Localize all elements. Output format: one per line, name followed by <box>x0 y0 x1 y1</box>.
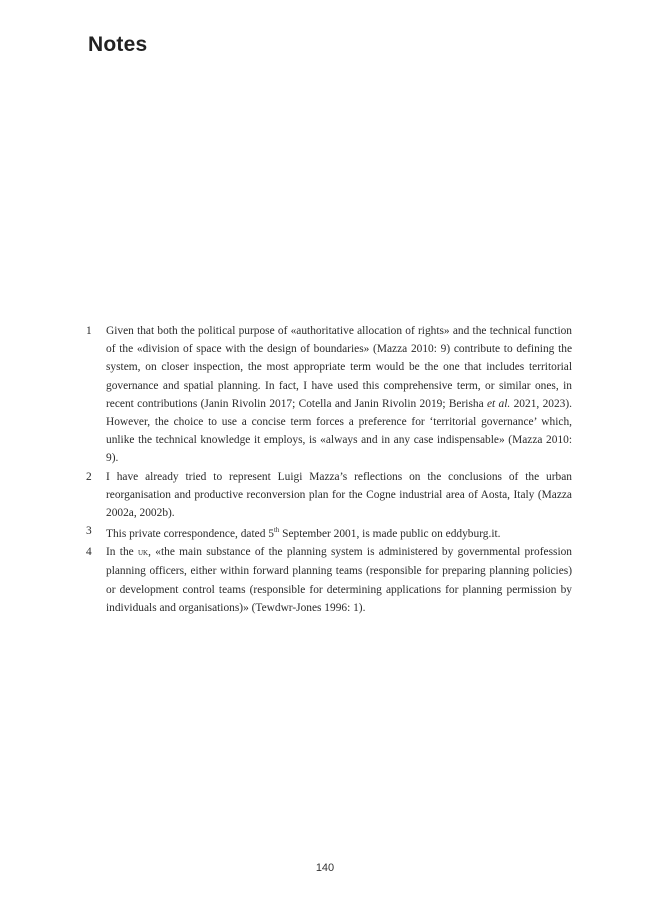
footnote-text-part: This private correspondence, dated 5 <box>106 528 274 541</box>
footnote <box>86 468 572 523</box>
footnote-text-part: uk <box>138 547 149 559</box>
footnote-text-part: Given that both the political purpose of «authoritative allocation of rights» and the technical function of the «division of space with the design of boundaries» (Mazza 2010: 9) contribute to defining the system, on closer inspection, the most appropriate term would be the one that includes territorial governance and spatial planning. In fact, I have used this comprehensive term, or similar ones, in recent contributions (Janin Rivolin 2017; Cotella and Janin Rivolin 2019; Berisha <box>106 325 572 410</box>
notes-list <box>86 322 572 617</box>
footnote-text-part: In the <box>106 546 138 559</box>
footnote-number: 1 <box>86 325 92 337</box>
footnote-text-part: I have already tried to represent Luigi Mazza’s reflections on the conclusions of the urban reorganisation and productive reconversion plan for the Cogne industrial area of Aosta, Italy (Mazza 2002a, 2002b). <box>106 470 572 520</box>
footnote-number: 2 <box>86 470 92 483</box>
footnote-text <box>106 471 572 519</box>
footnote-text <box>106 546 572 614</box>
footnote-number: 3 <box>86 525 92 538</box>
footnote-text-part: 2021, 2023). However, the choice to use a concise term forces a preference for ‘territorial governance’ which, unlike the technical knowledge it employs, is «always and in any case indispensable» (Mazza 2010: 9). <box>106 397 573 465</box>
footnote <box>86 543 572 617</box>
section-heading: Notes <box>88 33 148 56</box>
footnote-text-part: , «the main substance of the planning system is administered by governmental profession planning officers, either within forward planning teams (responsible for preparing planning policies) or development control teams (responsible for determining applications for planning permission by individuals and organisations)» (Tewdwr-Jones 1996: 1). <box>106 546 572 614</box>
footnote-text-part: et al. <box>486 397 511 410</box>
footnote-number: 4 <box>86 546 92 559</box>
footnote-text <box>106 528 501 540</box>
footnote <box>86 322 572 468</box>
footnote <box>86 522 572 543</box>
footnote-text-part: September 2001, is made public on eddyburg.it. <box>279 528 501 541</box>
page-number: 140 <box>315 862 335 874</box>
footnote-text <box>106 325 572 464</box>
footnote-text-part: th <box>273 527 280 535</box>
